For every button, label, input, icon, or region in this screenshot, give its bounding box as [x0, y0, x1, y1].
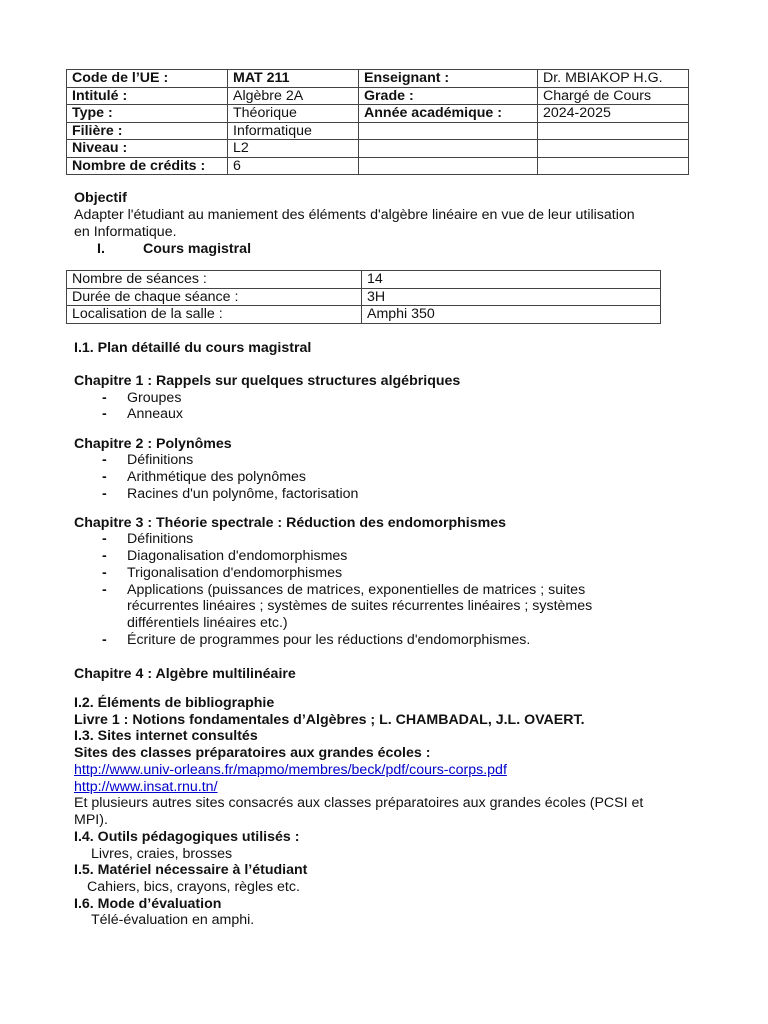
list-item-continued: récurrentes linéaires ; systèmes de suites récurrentes linéaires ; systèmes	[127, 598, 593, 614]
evaluation-title: I.6. Mode d’évaluation	[74, 896, 222, 912]
label-type: Type :	[67, 105, 228, 123]
link-insat-container	[74, 779, 218, 796]
bullet-dash: -	[102, 531, 107, 547]
label-duree: Durée de chaque séance :	[67, 288, 362, 306]
table-row	[67, 122, 689, 140]
value-grade: Chargé de Cours	[538, 87, 689, 105]
table-row	[67, 288, 661, 306]
empty-cell	[538, 140, 689, 158]
list-item: Définitions	[127, 452, 194, 468]
sites-note-1: Et plusieurs autres sites consacrés aux classes préparatoires aux grandes écoles (PCSI et	[74, 795, 644, 811]
objectif-title: Objectif	[74, 190, 127, 206]
biblio-book: Livre 1 : Notions fondamentales d’Algèbres ; L. CHAMBADAL, J.L. OVAERT.	[74, 712, 585, 728]
value-intitule: Algèbre 2A	[228, 87, 359, 105]
list-item: Anneaux	[127, 406, 184, 422]
empty-cell	[359, 140, 538, 158]
list-item: Applications (puissances de matrices, exponentielles de matrices ; suites	[127, 582, 586, 598]
label-niveau: Niveau :	[67, 140, 228, 158]
chapter-2-title: Chapitre 2 : Polynômes	[74, 436, 232, 452]
link-insat[interactable]: http://www.insat.rnu.tn/	[74, 779, 218, 795]
bullet-dash: -	[102, 565, 107, 581]
list-item: Arithmétique des polynômes	[127, 469, 307, 485]
label-intitule: Intitulé :	[67, 87, 228, 105]
materiel-text: Cahiers, bics, crayons, règles etc.	[87, 879, 300, 895]
bullet-dash: -	[102, 452, 107, 468]
bullet-dash: -	[102, 548, 107, 564]
empty-cell	[359, 122, 538, 140]
value-type: Théorique	[228, 105, 359, 123]
list-item: Trigonalisation d'endomorphismes	[127, 565, 343, 581]
table-row	[67, 87, 689, 105]
list-item: Écriture de programmes pour les réductions d'endomorphismes.	[127, 632, 531, 648]
table-row	[67, 157, 689, 175]
table-row	[67, 140, 689, 158]
bullet-dash: -	[102, 469, 107, 485]
empty-cell	[359, 157, 538, 175]
sites-subtitle: Sites des classes préparatoires aux grandes écoles :	[74, 745, 431, 761]
chapter-4-title: Chapitre 4 : Algèbre multilinéaire	[74, 666, 296, 682]
label-credits: Nombre de crédits :	[67, 157, 228, 175]
list-item-continued: différentiels linéaires etc.)	[127, 615, 288, 631]
list-item: Groupes	[127, 390, 182, 406]
outils-title: I.4. Outils pédagogiques utilisés :	[74, 829, 300, 845]
value-seances: 14	[362, 271, 661, 289]
list-item: Racines d'un polynôme, factorisation	[127, 486, 359, 502]
objectif-text-2: en Informatique.	[74, 224, 177, 240]
section-title: Cours magistral	[143, 241, 252, 257]
link-univ-orleans-container	[74, 762, 507, 779]
sites-title: I.3. Sites internet consultés	[74, 728, 258, 744]
materiel-title: I.5. Matériel nécessaire à l’étudiant	[74, 862, 308, 878]
label-salle: Localisation de la salle :	[67, 306, 362, 324]
seance-table	[66, 270, 661, 324]
bullet-dash: -	[102, 486, 107, 502]
value-credits: 6	[228, 157, 359, 175]
table-row	[67, 70, 689, 88]
value-filiere: Informatique	[228, 122, 359, 140]
label-annee: Année académique :	[359, 105, 538, 123]
outils-text: Livres, craies, brosses	[91, 846, 233, 862]
table-row	[67, 105, 689, 123]
value-code-ue: MAT 211	[228, 70, 359, 88]
bullet-dash: -	[102, 632, 107, 648]
label-code-ue: Code de l’UE :	[67, 70, 228, 88]
list-item: Diagonalisation d'endomorphismes	[127, 548, 348, 564]
label-enseignant: Enseignant :	[359, 70, 538, 88]
label-seances: Nombre de séances :	[67, 271, 362, 289]
sites-note-2: MPI).	[74, 812, 108, 828]
plan-title: I.1. Plan détaillé du cours magistral	[74, 340, 312, 356]
table-row	[67, 306, 661, 324]
value-duree: 3H	[362, 288, 661, 306]
label-grade: Grade :	[359, 87, 538, 105]
course-info-table	[66, 69, 689, 175]
value-niveau: L2	[228, 140, 359, 158]
table-row	[67, 271, 661, 289]
empty-cell	[538, 122, 689, 140]
value-enseignant: Dr. MBIAKOP H.G.	[538, 70, 689, 88]
biblio-title: I.2. Éléments de bibliographie	[74, 695, 275, 711]
bullet-dash: -	[102, 390, 107, 406]
section-number: I.	[97, 241, 105, 257]
objectif-text-1: Adapter l'étudiant au maniement des éléments d'algèbre linéaire en vue de leur utilisation	[74, 207, 635, 223]
list-item: Définitions	[127, 531, 194, 547]
link-univ-orleans[interactable]: http://www.univ-orleans.fr/mapmo/membres/beck/pdf/cours-corps.pdf	[74, 762, 507, 778]
evaluation-text: Télé-évaluation en amphi.	[91, 912, 255, 928]
value-salle: Amphi 350	[362, 306, 661, 324]
bullet-dash: -	[102, 582, 107, 598]
chapter-3-title: Chapitre 3 : Théorie spectrale : Réduction des endomorphismes	[74, 515, 507, 531]
empty-cell	[538, 157, 689, 175]
label-filiere: Filière :	[67, 122, 228, 140]
value-annee: 2024-2025	[538, 105, 689, 123]
bullet-dash: -	[102, 406, 107, 422]
chapter-1-title: Chapitre 1 : Rappels sur quelques structures algébriques	[74, 373, 461, 389]
